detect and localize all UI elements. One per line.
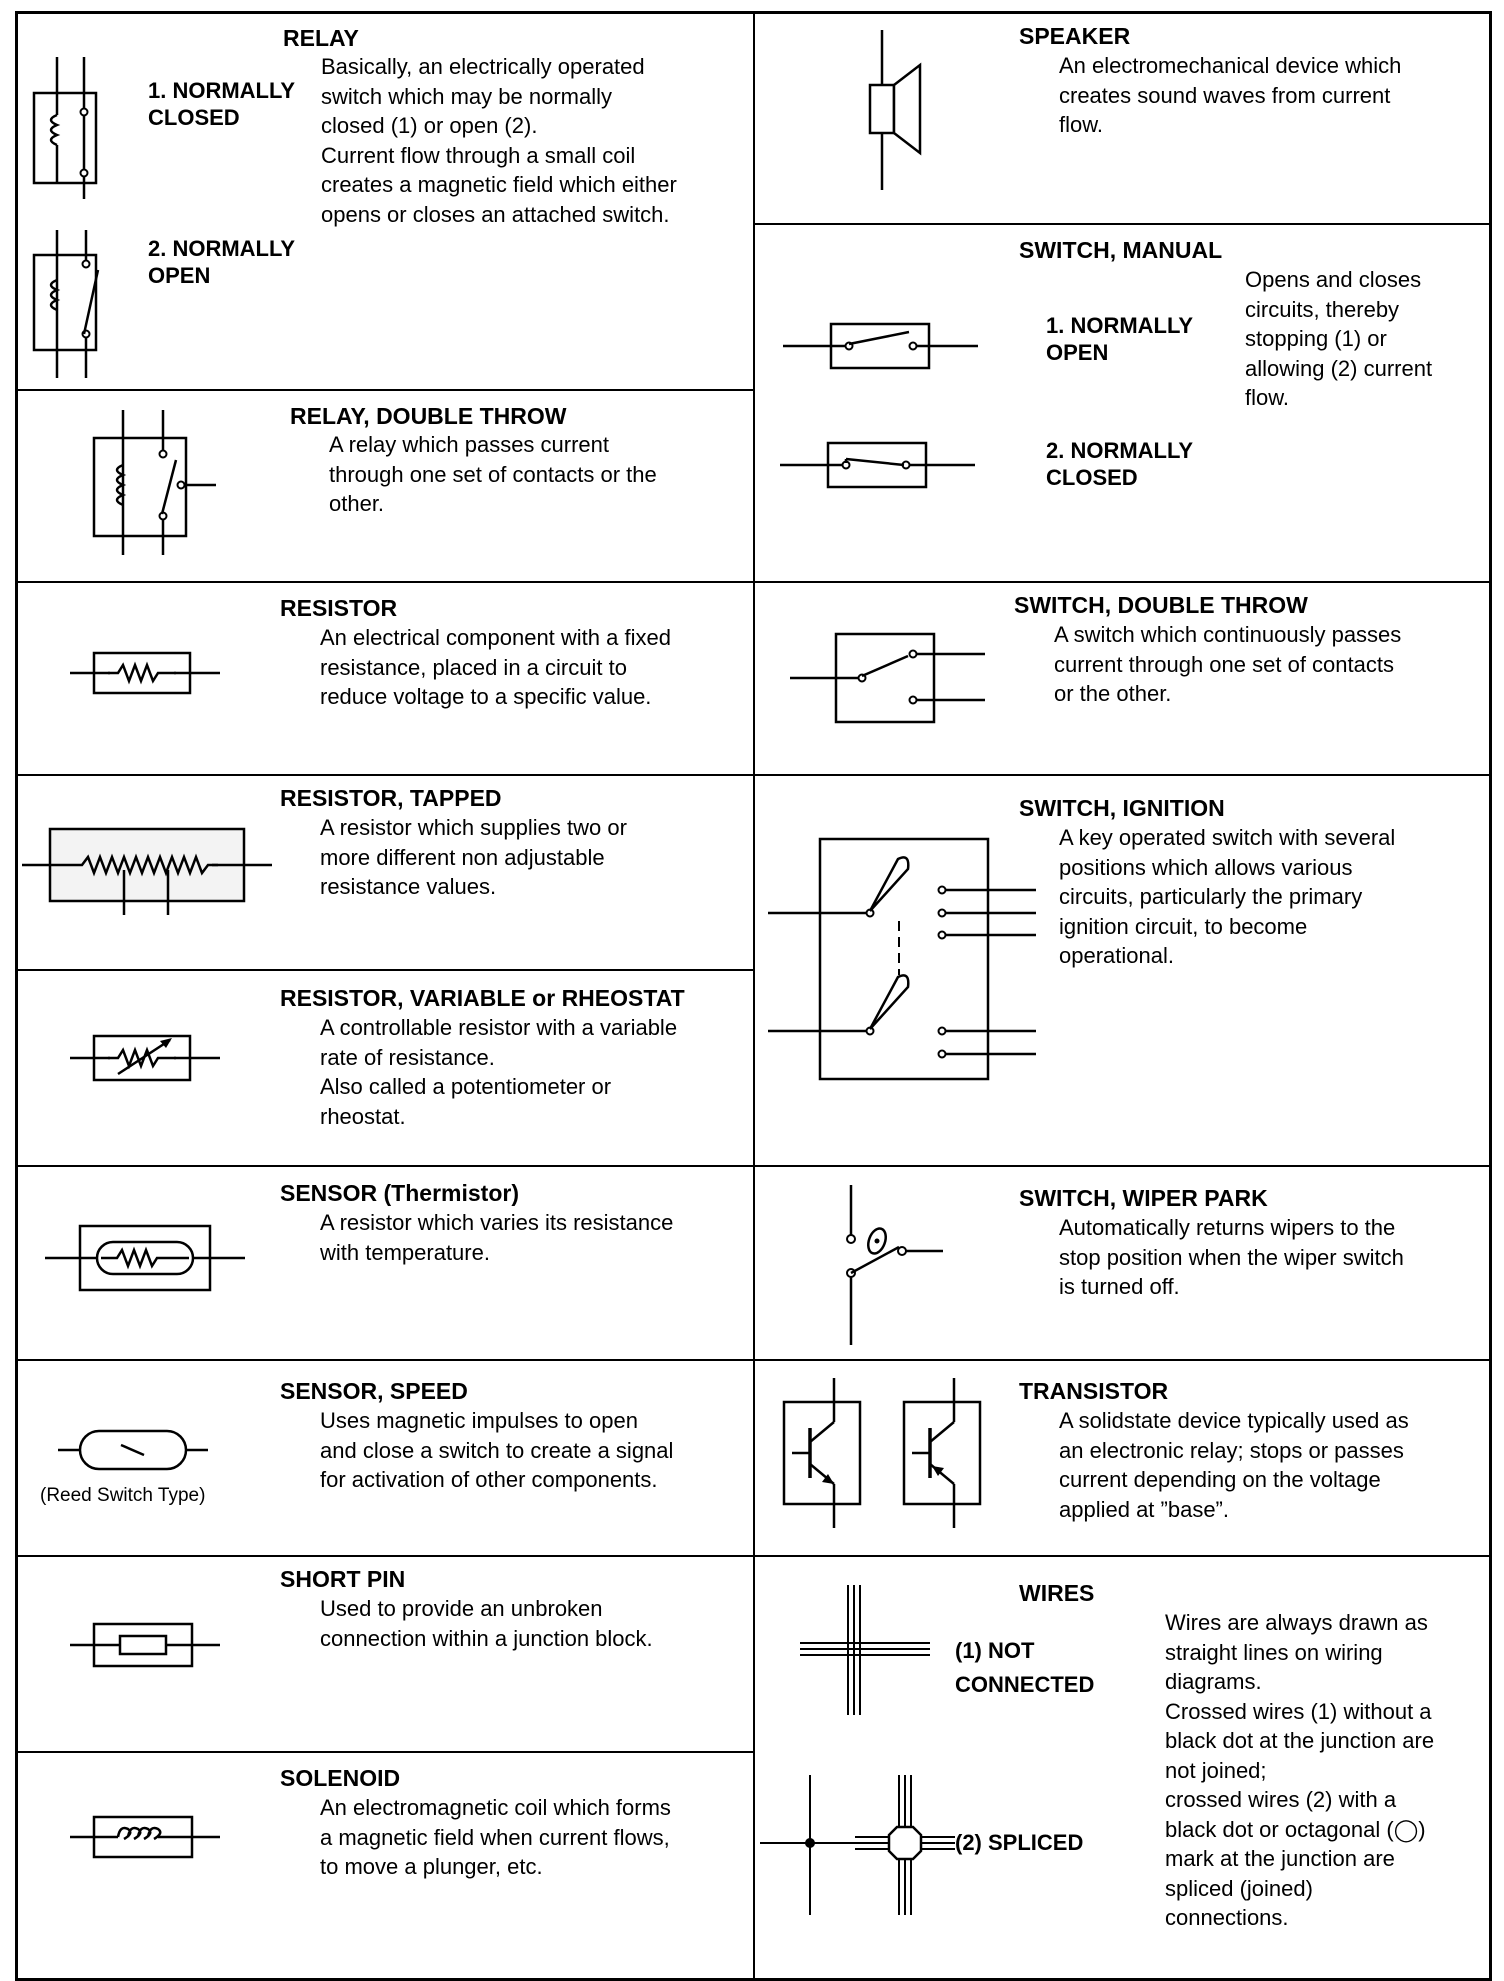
resistor-variable-title: RESISTOR, VARIABLE or RHEOSTAT [280,985,685,1011]
reed-switch-icon [58,1425,208,1475]
sensor-speed-title: SENSOR, SPEED [280,1378,468,1404]
short-pin-icon [70,1618,220,1672]
switch-manual-label-closed: 2. NORMALLY CLOSED [1046,438,1194,490]
row-divider [15,389,754,391]
row-divider [15,774,754,776]
row-divider [15,1751,754,1753]
short-pin-description: Used to provide an unbroken connection within a junction block. [320,1596,653,1651]
speaker-icon [862,30,932,190]
wires-spliced-single-icon [760,1775,860,1915]
row-divider [15,1165,754,1167]
wiper-park-switch-icon [835,1185,945,1345]
resistor-description: An electrical component with a fixed resistance, placed in a circuit to reduce voltage to a specific value. [320,625,671,709]
switch-ignition-title: SWITCH, IGNITION [1019,795,1225,821]
sensor-speed-description: Uses magnetic impulses to open and close a switch to create a signal for activation of other components. [320,1408,674,1492]
switch-normally-closed-icon [780,437,975,493]
switch-normally-open-icon [783,318,978,374]
row-divider [15,1555,754,1557]
short-pin-title: SHORT PIN [280,1566,406,1592]
switch-wiper-park-title: SWITCH, WIPER PARK [1019,1185,1268,1211]
row-divider [15,1359,754,1361]
speaker-description: An electromechanical device which creates sound waves from current flow. [1059,53,1402,137]
resistor-icon [70,648,220,698]
relay-double-throw-title: RELAY, DOUBLE THROW [290,403,567,429]
thermistor-icon [45,1220,245,1296]
row-divider [753,1359,1492,1361]
transistor-npn-icon [780,1378,880,1528]
wires-title: WIRES [1019,1580,1095,1606]
switch-ignition-description: A key operated switch with several positions which allows various circuits, particularly the primary ignition circuit, to become operational. [1059,825,1396,968]
switch-manual-label-open: 1. NORMALLY OPEN [1046,313,1194,365]
wires-label-not-connected: (1) NOT CONNECTED [955,1638,1095,1697]
relay-normally-closed-icon [22,55,112,200]
resistor-title: RESISTOR [280,595,398,621]
relay-double-throw-icon [88,410,228,555]
switch-double-throw-description: A switch which continuously passes current through one set of contacts or the other. [1054,622,1402,706]
center-divider [753,11,755,1981]
transistor-pnp-icon [900,1378,1000,1528]
row-divider [753,1555,1492,1557]
resistor-tapped-description: A resistor which supplies two or more different non adjustable resistance values. [320,815,627,899]
wires-label-spliced: (2) SPLICED [955,1830,1084,1855]
wires-not-connected-icon [800,1585,930,1715]
relay-label-normally-closed: 1. NORMALLY CLOSED [148,78,296,130]
switch-manual-title: SWITCH, MANUAL [1019,237,1223,263]
switch-double-throw-icon [790,628,990,728]
resistor-tapped-icon [22,825,272,915]
relay-title: RELAY [283,25,359,51]
sensor-thermistor-title: SENSOR (Thermistor) [280,1180,519,1206]
relay-normally-open-icon [22,230,112,380]
row-divider [753,1165,1492,1167]
rheostat-icon [70,1028,220,1088]
solenoid-icon [70,1812,220,1862]
row-divider [753,223,1492,225]
relay-description: Basically, an electrically operated switch which may be normally closed (1) or open (2). Current flow through a small coil creates a magnetic field which either opens or closes an attached switch. [321,54,677,227]
resistor-variable-description: A controllable resistor with a variable rate of resistance. Also called a potentiometer or rheostat. [320,1015,678,1129]
wires-description: Wires are always drawn as straight lines on wiring diagrams. Crossed wires (1) without a black dot at the junction are not joined; crossed wires (2) with a black dot or octagonal (◯) mark at the junction are spliced (joined) connections. [1165,1610,1435,1930]
row-divider [753,774,1492,776]
relay-double-throw-description: A relay which passes current through one set of contacts or the other. [329,432,657,516]
speaker-title: SPEAKER [1019,23,1131,49]
reed-switch-caption: (Reed Switch Type) [40,1485,206,1506]
sensor-thermistor-description: A resistor which varies its resistance with temperature. [320,1210,674,1265]
switch-double-throw-title: SWITCH, DOUBLE THROW [1014,592,1308,618]
resistor-tapped-title: RESISTOR, TAPPED [280,785,502,811]
solenoid-description: An electromagnetic coil which forms a magnetic field when current flows, to move a plunger, etc. [320,1795,671,1879]
row-divider [15,969,754,971]
transistor-title: TRANSISTOR [1019,1378,1169,1404]
row-divider [15,581,754,583]
solenoid-title: SOLENOID [280,1765,401,1791]
row-divider [753,581,1492,583]
transistor-description: A solidstate device typically used as an electronic relay; stops or passes current depending on the voltage applied at ”base”. [1059,1408,1409,1522]
switch-wiper-park-description: Automatically returns wipers to the stop position when the wiper switch is turned off. [1059,1215,1404,1299]
ignition-switch-icon [768,835,1043,1085]
switch-manual-description: Opens and closes circuits, thereby stopping (1) or allowing (2) current flow. [1245,267,1433,410]
wires-spliced-octagon-icon [855,1775,955,1915]
relay-label-normally-open: 2. NORMALLY OPEN [148,236,296,288]
